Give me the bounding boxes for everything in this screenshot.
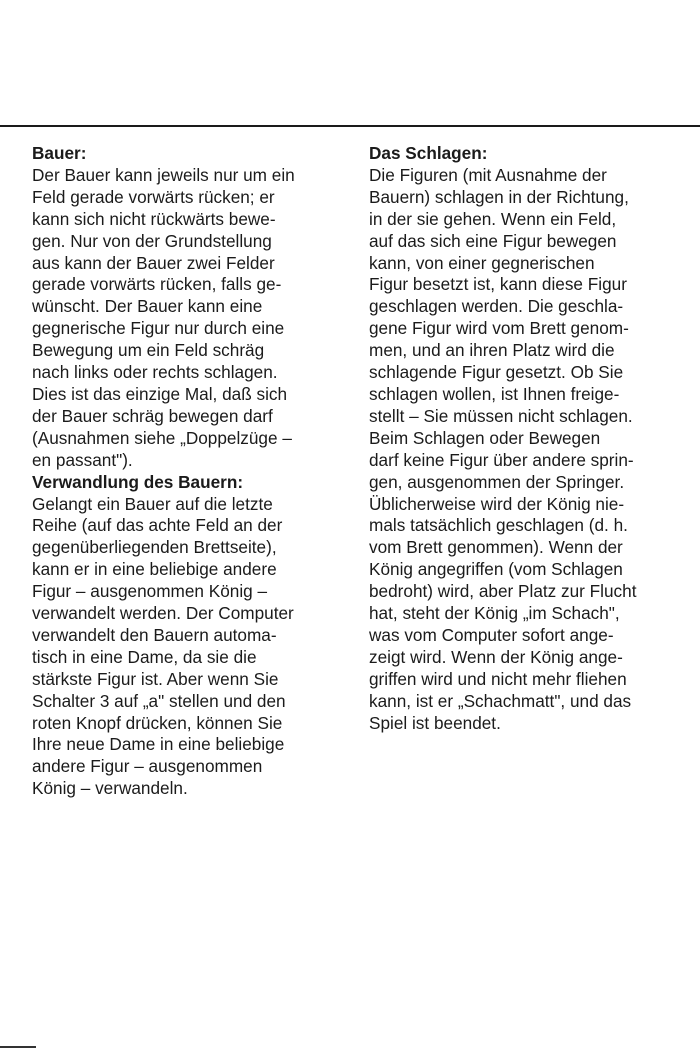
text-line: kann sich nicht rückwärts bewe- — [32, 208, 276, 229]
text-line: gerade vorwärts rücken, falls ge- — [32, 274, 282, 295]
text-line: stärkste Figur ist. Aber wenn Sie — [32, 668, 279, 689]
text-line: Ihre neue Dame in eine beliebige — [32, 734, 285, 755]
text-line: hat, steht der König „im Schach", — [369, 603, 620, 624]
text-line: gen, ausgenommen der Springer. — [369, 471, 625, 492]
text-line: gegnerische Figur nur durch eine — [32, 318, 285, 339]
text-line: gegenüberliegenden Brettseite), — [32, 537, 277, 558]
text-line: Beim Schlagen oder Bewegen — [369, 427, 601, 448]
text-line: bedroht) wird, aber Platz zur Flucht — [369, 581, 637, 602]
section-bauer — [32, 143, 352, 472]
text-line: Spiel ist beendet. — [369, 712, 501, 733]
text-line: Bewegung um ein Feld schräg — [32, 340, 265, 361]
text-line: Gelangt ein Bauer auf die letzte — [32, 493, 273, 514]
section-heading: Bauer: — [32, 143, 87, 163]
text-line: schlagen wollen, ist Ihnen freige- — [369, 383, 620, 404]
text-line: Reihe (auf das achte Feld an der — [32, 515, 283, 536]
text-line: kann, ist er „Schachmatt", und das — [369, 690, 632, 711]
text-line: Figur – ausgenommen König – — [32, 581, 268, 602]
text-line: Feld gerade vorwärts rücken; er — [32, 186, 275, 207]
text-line: Bauern) schlagen in der Richtung, — [369, 186, 629, 207]
text-line: wünscht. Der Bauer kann eine — [32, 296, 263, 317]
text-line: darf keine Figur über andere sprin- — [369, 449, 634, 470]
text-line: geschlagen werden. Die geschla- — [369, 296, 624, 317]
text-line: König – verwandeln. — [32, 778, 188, 799]
section-heading: Verwandlung des Bauern: — [32, 471, 244, 492]
text-line: kann, von einer gegnerischen — [369, 252, 595, 273]
text-line: verwandelt werden. Der Computer — [32, 603, 294, 624]
text-line: griffen wird und nicht mehr fliehen — [369, 668, 627, 689]
section-verwandlung — [32, 472, 352, 801]
text-line: Die Figuren (mit Ausnahme der — [369, 164, 607, 185]
text-line: Der Bauer kann jeweils nur um ein — [32, 164, 295, 185]
text-line: nach links oder rechts schlagen. — [32, 362, 278, 383]
text-line: (Ausnahmen siehe „Doppelzüge – — [32, 427, 292, 448]
text-line: vom Brett genommen). Wenn der — [369, 537, 623, 558]
text-line: verwandelt den Bauern automa- — [32, 624, 277, 645]
text-line: stellt – Sie müssen nicht schlagen. — [369, 405, 633, 426]
text-line: Schalter 3 auf „a" stellen und den — [32, 690, 286, 711]
text-line: aus kann der Bauer zwei Felder — [32, 252, 275, 273]
text-line: tisch in eine Dame, da sie die — [32, 646, 257, 667]
text-line: zeigt wird. Wenn der König ange- — [369, 646, 623, 667]
section-heading: Das Schlagen: — [369, 143, 488, 163]
text-line: auf das sich eine Figur bewegen — [369, 230, 617, 251]
left-column — [32, 143, 352, 800]
top-rule — [0, 125, 700, 127]
right-column — [369, 143, 669, 734]
text-line: der Bauer schräg bewegen darf — [32, 405, 273, 426]
section-body — [32, 165, 352, 472]
text-line: was vom Computer sofort ange- — [369, 624, 614, 645]
text-line: schlagende Figur gesetzt. Ob Sie — [369, 362, 624, 383]
text-line: roten Knopf drücken, können Sie — [32, 712, 283, 733]
bottom-edge-mark — [0, 1046, 36, 1048]
text-line: mals tatsächlich geschlagen (d. h. — [369, 515, 628, 536]
text-line: König angegriffen (vom Schlagen — [369, 559, 623, 580]
text-line: Figur besetzt ist, kann diese Figur — [369, 274, 627, 295]
text-line: men, und an ihren Platz wird die — [369, 340, 615, 361]
section-schlagen — [369, 143, 669, 734]
text-line: en passant"). — [32, 449, 133, 470]
section-body — [369, 165, 669, 735]
text-line: Üblicherweise wird der König nie- — [369, 493, 625, 514]
text-line: Dies ist das einzige Mal, daß sich — [32, 383, 288, 404]
text-line: kann er in eine beliebige andere — [32, 559, 277, 580]
section-body — [32, 494, 352, 801]
text-line: gen. Nur von der Grundstellung — [32, 230, 272, 251]
text-line: in der sie gehen. Wenn ein Feld, — [369, 208, 617, 229]
text-line: gene Figur wird vom Brett genom- — [369, 318, 629, 339]
text-line: andere Figur – ausgenommen — [32, 756, 263, 777]
